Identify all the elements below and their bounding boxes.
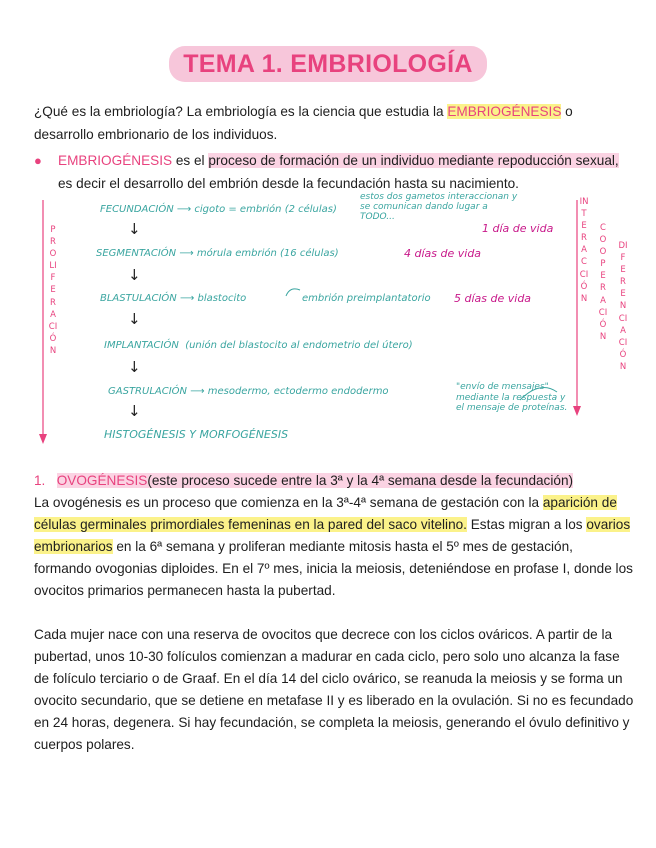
note-bottom: "envío de mensajes" mediante la respuesta y el mensaje de proteínas.	[456, 382, 568, 413]
step-extra: embrión preimplantatorio	[302, 293, 431, 304]
down-arrow-5: ↓	[128, 402, 141, 420]
section-number: 1.	[34, 473, 46, 488]
step-result: mórula embrión (16 células)	[196, 248, 339, 259]
intro-text-1: ¿Qué es la embriología? La embriología es la ciencia que estudia la	[34, 104, 448, 119]
step-name: BLASTULACIÓN	[100, 293, 177, 304]
step-days: 5 días de vida	[454, 292, 532, 305]
down-arrow-2: ↓	[128, 266, 141, 284]
down-arrow-3: ↓	[128, 310, 141, 328]
step-arrow: ⟶	[179, 248, 194, 259]
step-name: GASTRULACIÓN	[108, 386, 188, 397]
step-result: blastocito	[197, 293, 247, 304]
step-days: 4 días de vida	[404, 247, 482, 260]
p1-highlight-1: aparición de células germinales primordiales femeninas en la pared del saco vitelino.	[34, 495, 617, 532]
step-arrow: ⟶	[190, 386, 205, 397]
intro-text-2: o desarrollo embrionario de los individuos.	[34, 104, 573, 142]
step-name: FECUNDACIÓN	[100, 204, 174, 215]
step-result: mesodermo, ectodermo endodermo	[207, 386, 389, 397]
section-heading	[34, 470, 634, 492]
section-heading-paren: (este proceso sucede entre la 3ª y la 4ª semana desde la fecundación)	[147, 473, 574, 488]
step-segmentacion	[96, 248, 339, 259]
step-blastulacion	[100, 293, 246, 304]
left-arrow-head	[39, 434, 47, 444]
bullet-text-1: es el	[172, 153, 209, 168]
step-name: SEGMENTACIÓN	[96, 248, 177, 259]
section-paragraph-2: Cada mujer nace con una reserva de ovocitos que decrece con los ciclos ováricos. A partir de la pubertad, unos 10-30 folículos comienzan a madurar en cada ciclo, pero solo uno alcanza la fase de folículo terciario o de Graaf. En el día 14 del ciclo ovárico, se reanuda la meiosis y se forma un ovocito secundario, que se detiene en metafase II y es liberado en la ovulación. Si no es fecundado en 24 horas, degenera. Si hay fecundación, se completa la meiosis, generando el óvulo definitivo y cuerpos polares.	[34, 627, 634, 752]
p1-text-c: en la 6ª semana y proliferan mediante mitosis hasta el 5º mes de gestación, formando ovogonias diploides. En el 7º mes, inicia la meiosis, deteniéndose en profase I, donde los ovocitos primarios permanecen hasta la pubertad.	[34, 539, 633, 598]
bullet-highlight: proceso de formación de un individuo mediante repoducción sexual,	[208, 153, 619, 168]
down-arrow-1: ↓	[128, 220, 141, 238]
bullet-term: EMBRIOGÉNESIS	[58, 153, 173, 168]
step-result: (unión del blastocito al endometrio del útero)	[185, 340, 413, 351]
bullet-dot: ●	[34, 153, 42, 168]
section-1	[34, 470, 634, 756]
paragraph-gap	[34, 602, 634, 624]
curved-arrow	[286, 289, 300, 296]
section-heading-term: OVOGÉNESIS	[56, 473, 148, 488]
intro-highlight: EMBRIOGÉNESIS	[447, 104, 562, 119]
bullet-text-2: es decir el desarrollo del embrión desde la fecundación hasta su nacimiento.	[58, 175, 519, 191]
left-vertical-label: PROLIFERACIÓN	[48, 225, 58, 356]
step-fecundacion	[100, 204, 337, 215]
step-result: cigoto = embrión (2 células)	[194, 204, 337, 215]
step-implantacion	[104, 340, 413, 351]
step-name: IMPLANTACIÓN	[104, 340, 179, 351]
step-histogenesis: HISTOGÉNESIS Y MORFOGÉNESIS	[104, 428, 289, 441]
right-arrow-head	[573, 406, 581, 416]
note-top: estos dos gametos interaccionan y se comunican dando lugar a TODO...	[360, 192, 518, 222]
step-arrow: ⟶	[176, 204, 192, 215]
p1-highlight-2: ovarios embrionarios	[34, 517, 631, 554]
step-arrow: ⟶	[179, 293, 195, 304]
page-title: TEMA 1. EMBRIOLOGÍA	[169, 46, 487, 82]
step-gastrulacion	[108, 386, 389, 397]
p1-text-a: La ovogénesis es un proceso que comienza en la 3ª-4ª semana de gestación con la	[34, 495, 543, 510]
note-day1: 1 día de vida	[482, 222, 554, 235]
section-paragraph-1	[34, 492, 634, 602]
p1-text-b: Estas migran a los	[466, 517, 587, 532]
right-vertical-label-2: COOPERACIÓN	[598, 223, 608, 342]
down-arrow-4: ↓	[128, 358, 141, 376]
right-vertical-label-3: DIFERENCIACIÓN	[618, 241, 628, 372]
right-vertical-label-1: INTERACCIÓN	[579, 197, 589, 304]
